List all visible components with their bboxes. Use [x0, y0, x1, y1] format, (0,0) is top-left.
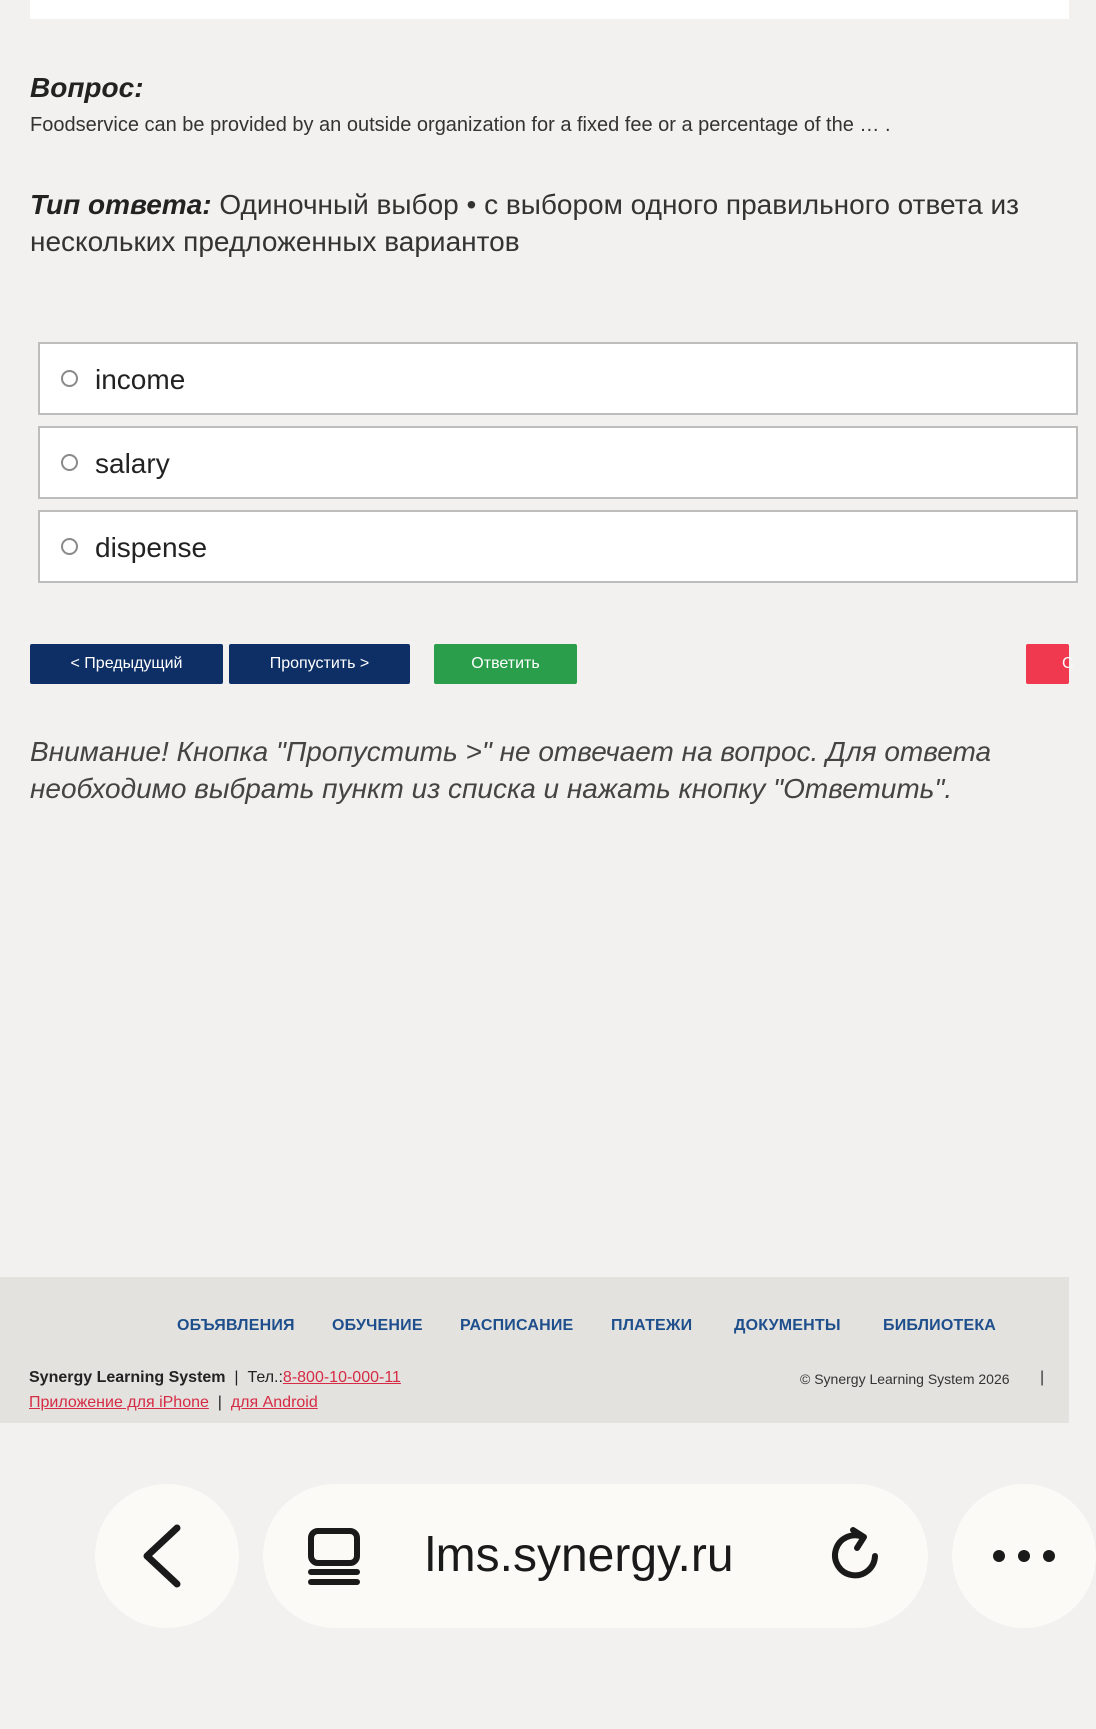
- more-icon: [952, 1484, 1069, 1628]
- system-name: Synergy Learning System: [29, 1369, 226, 1386]
- back-button[interactable]: [95, 1484, 239, 1628]
- answer-type-value: Одиночный выбор • с выбором одного правильного ответа из нескольких предложенных вариантов: [30, 189, 1019, 257]
- nav-library[interactable]: БИБЛИОТЕКА: [883, 1317, 997, 1334]
- answer-type: [30, 186, 1069, 260]
- android-app-link[interactable]: для Android: [230, 1394, 318, 1411]
- nav-payments[interactable]: ПЛАТЕЖИ: [611, 1317, 693, 1334]
- footer-apps: [29, 1394, 318, 1412]
- nav-documents[interactable]: ДОКУМЕНТЫ: [734, 1317, 841, 1334]
- phone-label: Тел.:: [247, 1369, 283, 1386]
- url-text[interactable]: lms.synergy.ru: [425, 1529, 734, 1582]
- iphone-app-link[interactable]: Приложение для iPhone: [29, 1394, 209, 1411]
- skip-button[interactable]: Пропустить >: [229, 644, 410, 684]
- nav-learning[interactable]: ОБУЧЕНИЕ: [332, 1317, 423, 1334]
- back-icon: [95, 1484, 239, 1628]
- radio-icon[interactable]: [61, 538, 78, 555]
- reload-icon[interactable]: [823, 1484, 893, 1628]
- option-dispense[interactable]: [38, 510, 1078, 583]
- option-label: income: [95, 364, 186, 395]
- option-salary[interactable]: [38, 426, 1078, 499]
- question-text: Foodservice can be provided by an outside organization for a fixed fee or a percentage of the … .: [30, 114, 891, 136]
- separator: |: [234, 1369, 239, 1386]
- radio-icon[interactable]: [61, 454, 78, 471]
- radio-icon[interactable]: [61, 370, 78, 387]
- separator: |: [217, 1394, 222, 1411]
- separator: |: [1040, 1369, 1045, 1386]
- option-label: salary: [95, 448, 170, 479]
- warning-text: Внимание! Кнопка "Пропустить >" не отвечает на вопрос. Для ответа необходимо выбрать пункт из списка и нажать кнопку "Ответить".: [30, 736, 992, 804]
- answer-button[interactable]: Ответить: [434, 644, 577, 684]
- nav-schedule[interactable]: РАСПИСАНИЕ: [460, 1317, 574, 1334]
- red-button[interactable]: С: [1026, 644, 1069, 684]
- phone-link[interactable]: 8-800-10-000-11: [282, 1369, 401, 1386]
- more-button[interactable]: [952, 1484, 1096, 1628]
- footer: [0, 1277, 1069, 1423]
- tabs-icon: [303, 1484, 383, 1628]
- question-label: Вопрос:: [30, 72, 144, 103]
- option-label: dispense: [95, 532, 208, 563]
- nav-announcements[interactable]: ОБЪЯВЛЕНИЯ: [177, 1317, 295, 1334]
- footer-contact: [29, 1369, 401, 1387]
- option-income[interactable]: [38, 342, 1078, 415]
- top-panel: [30, 0, 1069, 19]
- prev-button[interactable]: < Предыдущий: [30, 644, 223, 684]
- copyright: © Synergy Learning System 2026: [800, 1371, 1010, 1387]
- answer-type-label: Тип ответа:: [30, 189, 212, 220]
